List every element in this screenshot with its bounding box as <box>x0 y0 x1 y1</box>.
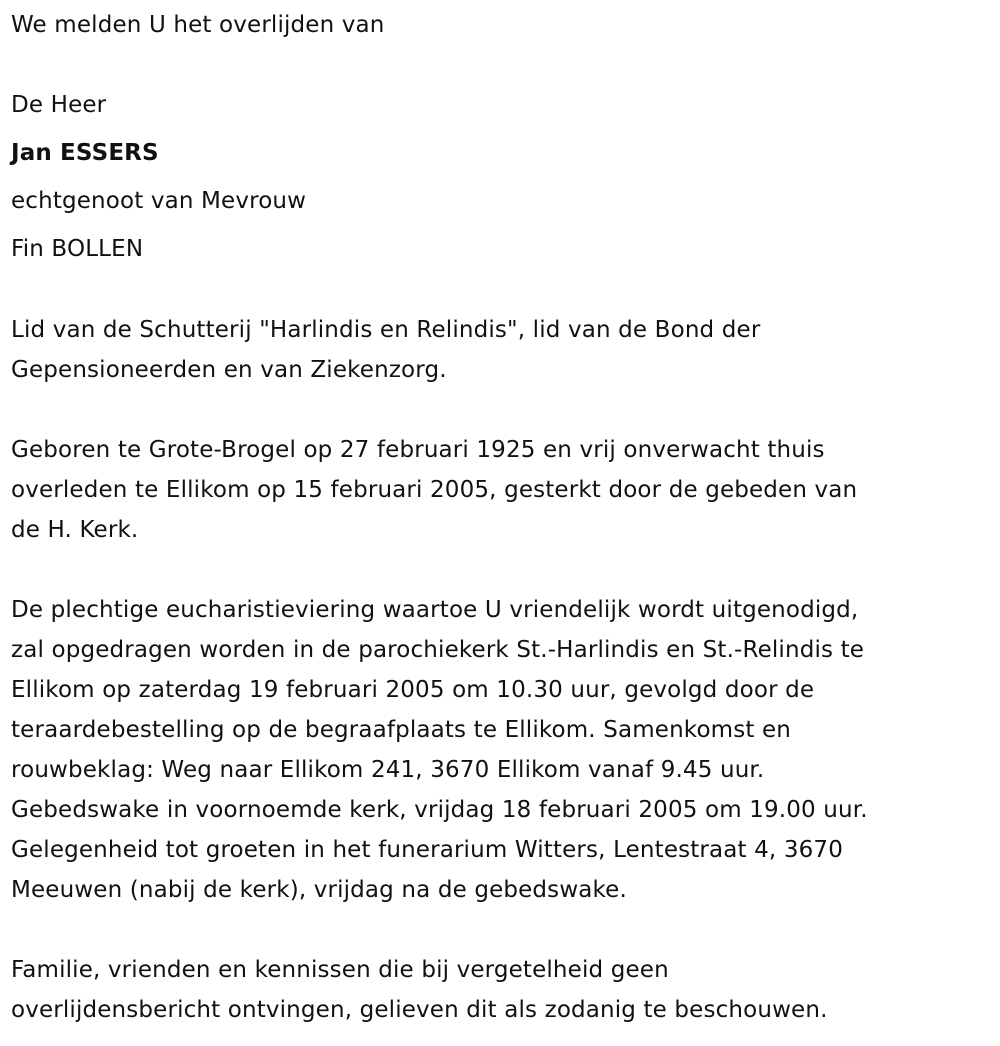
paragraph-line: de H. Kerk. <box>11 517 139 543</box>
paragraph-line: overleden te Ellikom op 15 februari 2005, gesterkt door de gebeden van <box>11 477 858 503</box>
paragraph-line: Familie, vrienden en kennissen die bij vergetelheid geen <box>11 957 669 983</box>
closing-paragraph <box>11 950 996 1030</box>
honorific: De Heer <box>11 92 107 118</box>
paragraph-line: Gebedswake in voornoemde kerk, vrijdag 18 februari 2005 om 19.00 uur. <box>11 797 868 823</box>
paragraph-line: overlijdensbericht ontvingen, gelieven dit als zodanig te beschouwen. <box>11 997 828 1023</box>
paragraph-line: Gelegenheid tot groeten in het funerarium Witters, Lentestraat 4, 3670 <box>11 837 843 863</box>
paragraph-line: Gepensioneerden en van Ziekenzorg. <box>11 357 447 383</box>
paragraph-line: Meeuwen (nabij de kerk), vrijdag na de gebedswake. <box>11 877 627 903</box>
paragraph-line: Lid van de Schutterij "Harlindis en Relindis", lid van de Bond der <box>11 317 761 343</box>
paragraph-line: Ellikom op zaterdag 19 februari 2005 om 10.30 uur, gevolgd door de <box>11 677 815 703</box>
paragraph-line: De plechtige eucharistieviering waartoe U vriendelijk wordt uitgenodigd, <box>11 597 859 623</box>
ceremony-paragraph <box>11 590 996 910</box>
paragraph-line: zal opgedragen worden in de parochiekerk St.-Harlindis en St.-Relindis te <box>11 637 865 663</box>
birth-death-paragraph <box>11 430 996 550</box>
spouse-name: Fin BOLLEN <box>11 236 144 262</box>
paragraph-line: rouwbeklag: Weg naar Ellikom 241, 3670 Ellikom vanaf 9.45 uur. <box>11 757 765 783</box>
paragraph-line: teraardebestelling op de begraafplaats te Ellikom. Samenkomst en <box>11 717 792 743</box>
spouse-label: echtgenoot van Mevrouw <box>11 188 307 214</box>
paragraph-line: Geboren te Grote-Brogel op 27 februari 1925 en vrij onverwacht thuis <box>11 437 825 463</box>
membership-paragraph <box>11 310 996 390</box>
deceased-name: Jan ESSERS <box>11 140 159 166</box>
intro-text: We melden U het overlijden van <box>11 12 385 38</box>
